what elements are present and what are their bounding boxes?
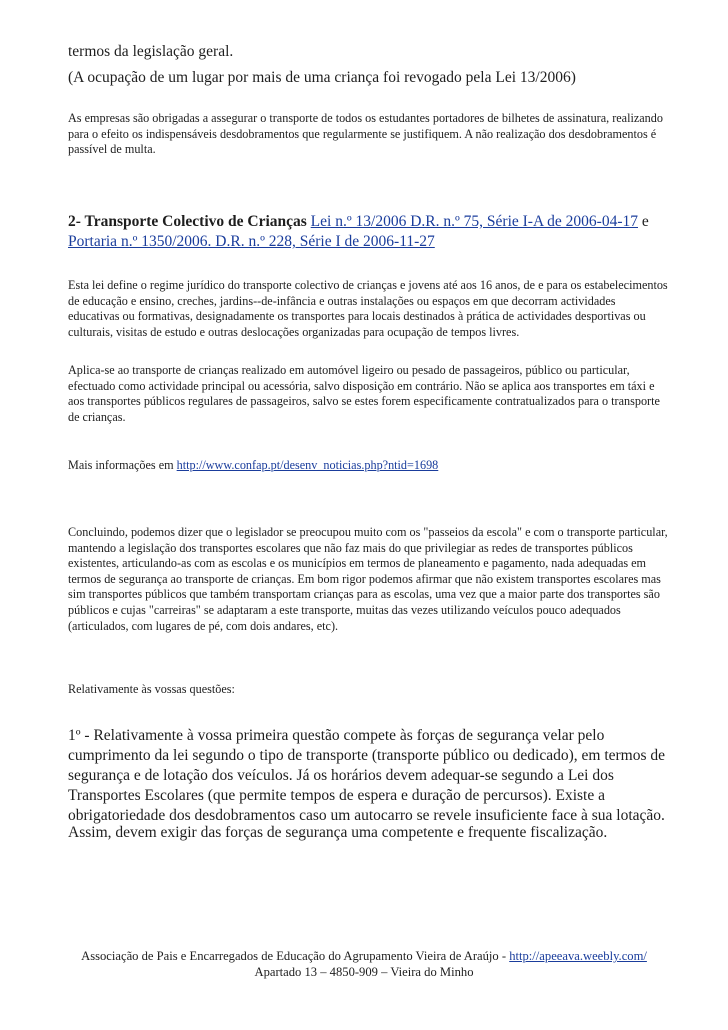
footer-address: Apartado 13 – 4850-909 – Vieira do Minho xyxy=(254,965,474,979)
heading-conjunction: e xyxy=(641,213,649,230)
paragraph-empresas: As empresas são obrigadas a assegurar o transporte de todos os estudantes portadores de bilhetes de assinatura, realizando para o efeito os indispensáveis desdobramentos que regularmente se justifiquem. A não realização dos desdobramentos é passível de multa. xyxy=(68,111,663,157)
footer-website-link[interactable]: http://apeeava.weebly.com/ xyxy=(509,949,647,963)
paragraph-concluindo: Concluindo, podemos dizer que o legislador se preocupou muito com os "passeios da escola" e com o transporte particular, mantendo a legislação dos transportes escolares que não faz mais do que privilegiar as redes de transportes públicos existentes, articulando-as com as escolas e os municípios em termos de planeamento e pagamento, nada adequadas em termos de segurança ao transporte de crianças. Em bom rigor podemos afirmar que não existem transportes escolares mas sim transportes públicos que também transportam crianças para as escolas, uma vez que a maior parte dos transportes são públicos e cujas "carreiras" se adaptaram a este transporte, muitas das vezes utilizando veículos pouco adequados (articulados, com lugares de pé, com dois andares, etc). xyxy=(68,525,668,633)
section-2-heading: 2- Transporte Colectivo de Crianças xyxy=(68,213,307,230)
footer-org-name: Associação de Pais e Encarregados de Educação do Agrupamento Vieira de Araújo - xyxy=(81,949,507,963)
lei-13-2006-link[interactable]: Lei n.º 13/2006 D.R. n.º 75, Série I-A de 2006-04-17 xyxy=(310,213,638,230)
intro-line-1: termos da legislação geral. xyxy=(68,43,234,60)
mais-informacoes-label: Mais informações em xyxy=(68,458,174,472)
paragraph-relativamente: Relativamente às vossas questões: xyxy=(68,682,235,696)
page-footer xyxy=(40,948,688,980)
footer-org-line xyxy=(40,948,688,964)
intro-line-2: (A ocupação de um lugar por mais de uma criança foi revogado pela Lei 13/2006) xyxy=(68,69,576,86)
section-2-heading-block xyxy=(68,212,668,252)
mais-informacoes xyxy=(68,458,668,474)
portaria-1350-2006-link[interactable]: Portaria n.º 1350/2006. D.R. n.º 228, Série I de 2006-11-27 xyxy=(68,233,435,250)
paragraph-esta-lei: Esta lei define o regime jurídico do transporte colectivo de crianças e jovens até aos 16 anos, de e para os estabelecimentos de educação e ensino, creches, jardins--de-infância e outras instalações ou espaços em que decorram actividades educativas ou formativas, designadamente os transportes para locais destinados à prática de actividades desportivas ou culturais, visitas de estudo e outras deslocações organizadas para ocupação de tempos livres. xyxy=(68,278,668,339)
paragraph-question-1: 1º - Relativamente à vossa primeira questão compete às forças de segurança velar pelo cumprimento da lei segundo o tipo de transporte (transporte público ou dedicado), em termos de segurança e de lotação dos veículos. Já os horários devem adequar-se segundo a Lei dos Transportes Escolares (que permite tempos de espera e duração de percursos). Existe a obrigatoriedade dos desdobramentos caso um autocarro se revele insuficiente face à sua lotação. xyxy=(68,727,666,824)
paragraph-assim: Assim, devem exigir das forças de segurança uma competente e frequente fiscalização. xyxy=(68,824,608,841)
paragraph-aplica: Aplica-se ao transporte de crianças realizado em automóvel ligeiro ou pesado de passageiros, público ou particular, efectuado como actividade principal ou acessória, salvo disposição em contrário. Não se aplica aos transportes em táxi e aos transportes públicos regulares de passageiros, salvo se estes forem especificamente contratualizados para o transporte de crianças. xyxy=(68,363,660,424)
confap-link[interactable]: http://www.confap.pt/desenv_noticias.php?ntid=1698 xyxy=(176,458,439,472)
